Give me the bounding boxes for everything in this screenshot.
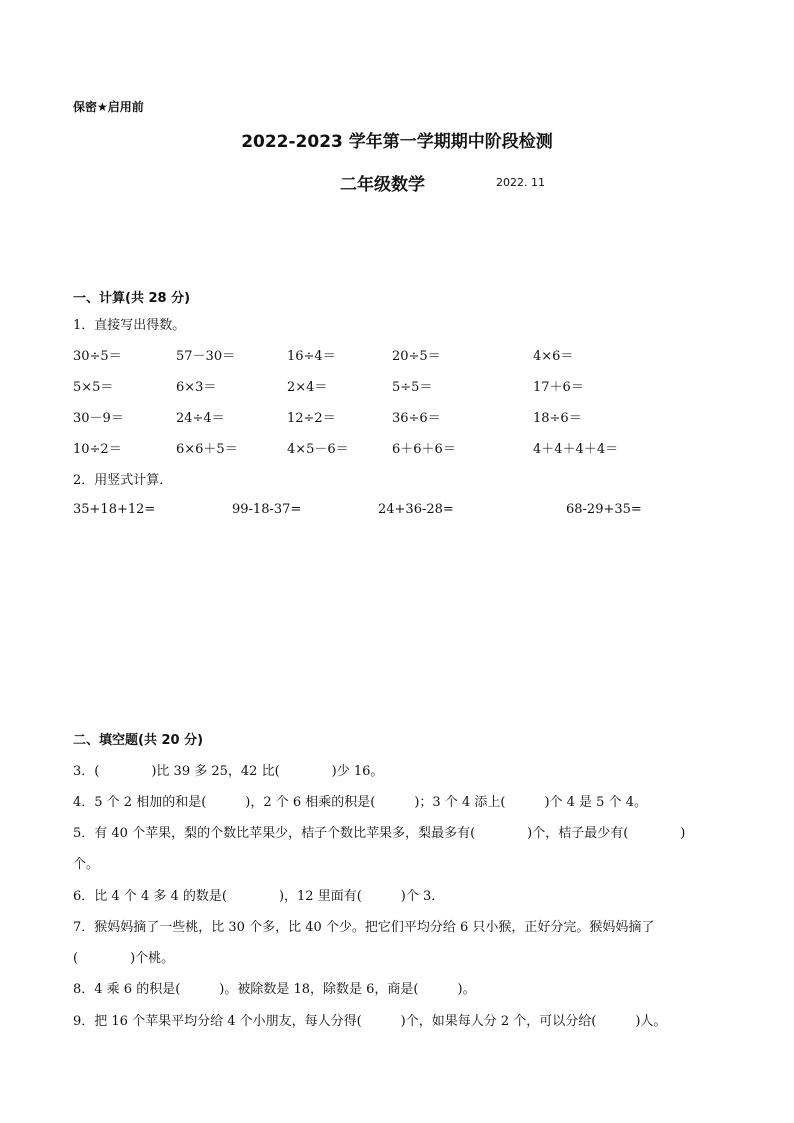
vertical-calc-3: 24+36-28= [378,502,454,517]
calc-item: 30－9＝ [73,411,124,426]
vertical-calc-2: 99-18-37= [232,502,302,517]
confidential-label: 保密★启用前 [73,100,144,114]
question-6: 6．比 4 个 4 多 4 的数是( )，12 里面有( )个 3． [73,889,445,904]
exam-subtitle: 二年级数学 [340,175,425,195]
question-5: 5．有 40 个苹果，梨的个数比苹果少，桔子个数比苹果多，梨最多有( )个，桔子最少有( ) [73,826,686,841]
exam-title: 2022-2023 学年第一学期期中阶段检测 [241,132,553,152]
question-8: 8．4 乘 6 的积是( )。被除数是 18，除数是 6，商是( )。 [73,982,476,997]
calc-item: 16÷4＝ [287,349,336,364]
question-9: 9．把 16 个苹果平均分给 4 个小朋友，每人分得( )个，如果每人分 2 个，可以分给( )人。 [73,1014,667,1029]
question-4: 4．5 个 2 相加的和是( )，2 个 6 相乘的积是( )；3 个 4 添上( )个 4 是 5 个 4。 [73,795,647,810]
calc-item: 30÷5＝ [73,349,122,364]
calc-item: 57－30＝ [176,349,236,364]
calc-item: 6＋6＋6＝ [392,442,456,457]
question-2: 2．用竖式计算． [73,473,173,488]
section-1-title: 一、计算(共 28 分) [73,291,191,306]
calc-item: 6×6＋5＝ [176,442,238,457]
calc-item: 12÷2＝ [287,411,336,426]
calc-item: 4＋4＋4＋4＝ [533,442,619,457]
question-7: 7．猴妈妈摘了一些桃，比 30 个多，比 40 个少。把它们平均分给 6 只小猴，正好分完。猴妈妈摘了 [73,920,655,935]
calc-item: 4×6＝ [533,349,574,364]
question-7-cont: ( )个桃。 [73,951,175,966]
calc-item: 18÷6＝ [533,411,582,426]
calc-item: 36÷6＝ [392,411,441,426]
question-5-cont: 个。 [73,857,100,872]
question-3: 3．( )比 39 多 25，42 比( )少 16。 [73,764,384,779]
calc-item: 5×5＝ [73,380,114,395]
section-2-title: 二、填空题(共 20 分) [73,733,204,748]
calc-item: 17＋6＝ [533,380,584,395]
vertical-calc-4: 68-29+35= [566,502,642,517]
question-1: 1．直接写出得数。 [73,318,186,333]
calc-item: 5÷5＝ [392,380,433,395]
calc-item: 24÷4＝ [176,411,225,426]
calc-item: 4×5－6＝ [287,442,349,457]
calc-item: 6×3＝ [176,380,217,395]
vertical-calc-1: 35+18+12= [73,502,156,517]
exam-date: 2022. 11 [496,176,545,189]
calc-item: 10÷2＝ [73,442,122,457]
calc-item: 20÷5＝ [392,349,441,364]
calc-item: 2×4＝ [287,380,328,395]
